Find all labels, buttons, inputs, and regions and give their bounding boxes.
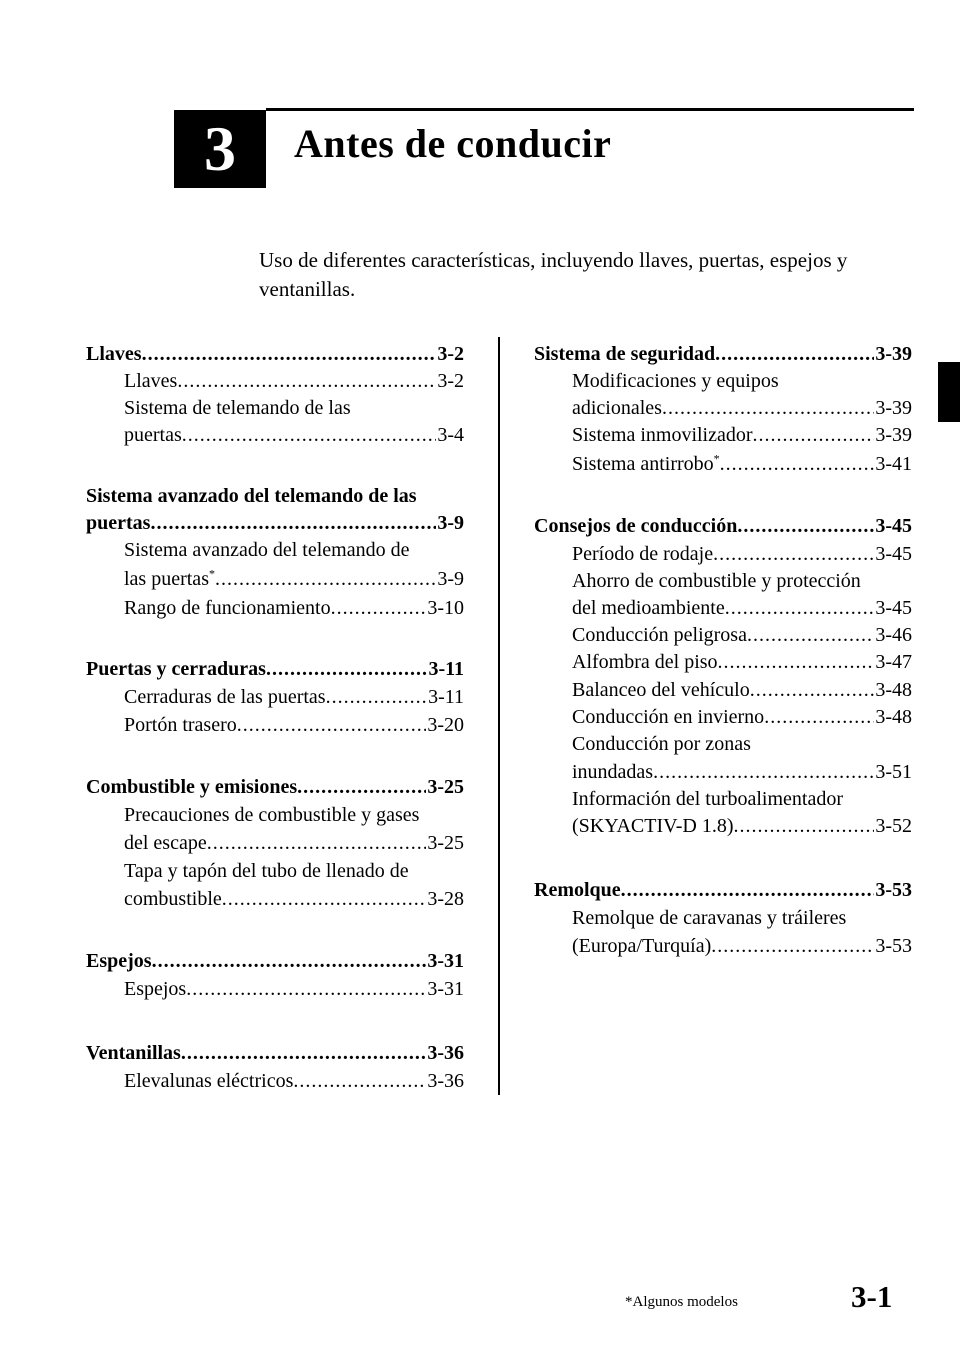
- toc-item-cerraduras[interactable]: Cerraduras de las puertas ..... 3-11: [124, 684, 464, 711]
- column-divider: [498, 337, 500, 1095]
- chapter-side-tab: [938, 362, 960, 422]
- toc-section-seguridad[interactable]: Sistema de seguridad ..... 3-39: [534, 341, 912, 368]
- toc-section-combustible[interactable]: Combustible y emisiones ..... 3-25: [86, 774, 464, 801]
- toc-item-alfombra[interactable]: Alfombra del piso ..... 3-47: [572, 649, 912, 676]
- toc-item-telemando[interactable]: puertas ..... 3-4: [124, 422, 464, 449]
- toc-item-caravanas-line1[interactable]: Remolque de caravanas y tráileres: [572, 907, 847, 929]
- toc-item-avanzado-line1[interactable]: Sistema avanzado del telemando de: [124, 539, 410, 561]
- toc-item-espejos[interactable]: Espejos ..... 3-31: [124, 976, 464, 1003]
- toc-section-puertas[interactable]: Puertas y cerraduras ..... 3-11: [86, 656, 464, 683]
- toc-item-turbo-line1[interactable]: Información del turboalimentador: [572, 788, 844, 810]
- toc-section-avanzado-line1[interactable]: Sistema avanzado del telemando de las: [86, 485, 417, 507]
- toc-item-rango[interactable]: Rango de funcionamiento ..... 3-10: [124, 595, 464, 622]
- toc-item-ahorro[interactable]: del medioambiente ..... 3-45: [572, 595, 912, 622]
- toc-item-llaves[interactable]: Llaves ..... 3-2: [124, 368, 464, 395]
- footnote: *Algunos modelos: [625, 1294, 738, 1310]
- chapter-intro: Uso de diferentes características, incluyendo llaves, puertas, espejos y ventanillas.: [259, 248, 848, 301]
- toc-item-modificaciones-line1[interactable]: Modificaciones y equipos: [572, 370, 779, 392]
- toc-item-rodaje[interactable]: Período de rodaje ..... 3-45: [572, 541, 912, 568]
- toc-item-zonas[interactable]: inundadas ..... 3-51: [572, 759, 912, 786]
- toc-item-elevalunas[interactable]: Elevalunas eléctricos ..... 3-36: [124, 1068, 464, 1095]
- toc-section-espejos[interactable]: Espejos ..... 3-31: [86, 948, 464, 975]
- toc-item-peligrosa[interactable]: Conducción peligrosa ..... 3-46: [572, 622, 912, 649]
- toc-item-antirrobo[interactable]: Sistema antirrobo* ..... 3-41: [572, 451, 912, 478]
- toc-item-zonas-line1[interactable]: Conducción por zonas: [572, 733, 751, 755]
- asterisk-mark: *: [713, 451, 720, 466]
- chapter-title: Antes de conducir: [294, 121, 612, 166]
- toc-item-avanzado[interactable]: las puertas* ..... 3-9: [124, 566, 464, 593]
- toc-item-invierno[interactable]: Conducción en invierno ..... 3-48: [572, 704, 912, 731]
- asterisk-mark: *: [208, 566, 215, 581]
- toc-item-inmovilizador[interactable]: Sistema inmovilizador ..... 3-39: [572, 422, 912, 449]
- toc-section-remolque[interactable]: Remolque ..... 3-53: [534, 877, 912, 904]
- toc-item-modificaciones[interactable]: adicionales ..... 3-39: [572, 395, 912, 422]
- toc-item-caravanas[interactable]: (Europa/Turquía) ..... 3-53: [572, 933, 912, 960]
- toc-item-tapa-line1[interactable]: Tapa y tapón del tubo de llenado de: [124, 860, 409, 882]
- toc-item-precauciones-line1[interactable]: Precauciones de combustible y gases: [124, 804, 420, 826]
- chapter-rule: [266, 108, 914, 111]
- toc-item-tapa[interactable]: combustible ..... 3-28: [124, 886, 464, 913]
- toc-section-llaves[interactable]: Llaves ..... 3-2: [86, 341, 464, 368]
- chapter-number-box: 3: [174, 110, 266, 188]
- page-number: 3-1: [851, 1279, 893, 1314]
- toc-item-precauciones[interactable]: del escape ..... 3-25: [124, 830, 464, 857]
- toc-section-consejos[interactable]: Consejos de conducción ..... 3-45: [534, 513, 912, 540]
- toc-section-ventanillas[interactable]: Ventanillas ..... 3-36: [86, 1040, 464, 1067]
- toc-section-avanzado[interactable]: puertas ..... 3-9: [86, 510, 464, 537]
- toc-item-ahorro-line1[interactable]: Ahorro de combustible y protección: [572, 570, 861, 592]
- toc-item-telemando-line1[interactable]: Sistema de telemando de las: [124, 397, 351, 419]
- toc-item-balanceo[interactable]: Balanceo del vehículo ..... 3-48: [572, 677, 912, 704]
- toc-item-turbo[interactable]: (SKYACTIV-D 1.8) ..... 3-52: [572, 813, 912, 840]
- toc-item-porton[interactable]: Portón trasero ..... 3-20: [124, 712, 464, 739]
